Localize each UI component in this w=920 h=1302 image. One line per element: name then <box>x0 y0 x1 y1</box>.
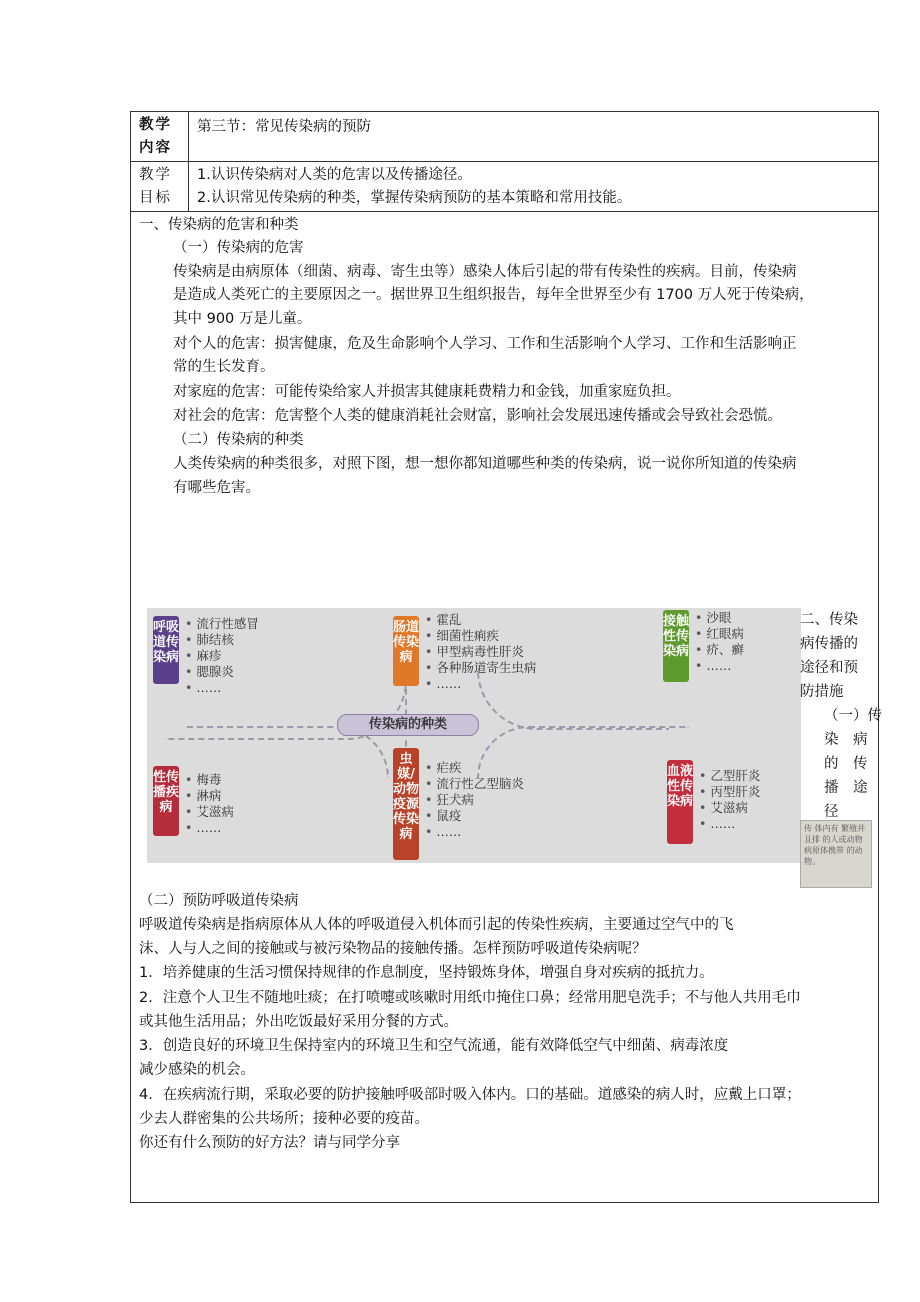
item-3a: 3．创造良好的环境卫生保持室内的环境卫生和空气流通，能有效降低空气中细菌、病毒浓度 <box>139 1038 729 1054</box>
list-item: • 疥、癣 <box>695 642 744 658</box>
list-item: • 鼠疫 <box>425 808 524 824</box>
section1-sub1: （一）传染病的危害 <box>173 240 304 256</box>
sidebar-line: 二、传染 <box>800 612 858 628</box>
list-item: • 红眼病 <box>695 626 744 642</box>
group-intestinal-label: 肠道传染病 <box>393 616 419 686</box>
sidebar-line: 播 途 <box>824 780 868 796</box>
sidebar-line: 的 传 <box>824 756 868 772</box>
group-sexual-list <box>185 772 234 836</box>
list-item: • 艾滋病 <box>699 800 760 816</box>
group-vector-label: 虫媒/动物疫源传染病 <box>393 748 419 860</box>
para-definition-1: 传染病是由病原体（细菌、病毒、寄生虫等）感染人体后引起的带有传染性的疾病。目前，传染病 <box>173 264 797 280</box>
para-personal-1: 对个人的危害：损害健康，危及生命影响个人学习、工作和生活影响个人学习、工作和生活影响正 <box>173 336 797 352</box>
list-item: • 梅毒 <box>185 772 234 788</box>
list-item: • 流行性乙型脑炎 <box>425 776 524 792</box>
list-item: • 流行性感冒 <box>185 616 259 632</box>
item-4a: 4．在疾病流行期，采取必要的防护接触呼吸部时吸入体内。口的基础。道感染的病人时，应戴上口罩； <box>139 1087 801 1103</box>
goal-item: 1.认识传染病对人类的危害以及传播途径。 <box>197 167 472 183</box>
list-item: • …… <box>185 680 259 696</box>
goal-item: 2.认识常见传染病的种类，掌握传染病预防的基本策略和常用技能。 <box>197 190 632 206</box>
sidebar-text <box>800 608 882 824</box>
list-item: • 麻疹 <box>185 648 259 664</box>
content-label: 教学内容 <box>131 112 189 161</box>
group-respiratory-label: 呼吸道传染病 <box>153 616 179 684</box>
list-item: • …… <box>695 658 744 674</box>
closing-question: 你还有什么预防的好方法？请与同学分享 <box>139 1135 400 1151</box>
content-value: 第三节：常见传染病的预防 <box>197 119 371 135</box>
group-intestinal-list <box>425 612 536 692</box>
para-definition-3: 其中 900 万是儿童。 <box>173 311 312 327</box>
sidebar-line: 途径和预 <box>800 660 858 676</box>
group-contact-list <box>695 610 744 674</box>
item-2a: 2．注意个人卫生不随地吐痰；在打喷嚏或咳嗽时用纸巾掩住口鼻；经常用肥皂洗手；不与他人共用毛巾 <box>139 990 801 1006</box>
sidebar-line: 病传播的 <box>800 636 858 652</box>
list-item: • 霍乱 <box>425 612 536 628</box>
list-item: • 沙眼 <box>695 610 744 626</box>
para-definition-2: 是造成人类死亡的主要原因之一。据世界卫生组织报告，每年全世界至少有 1700 万人死于传染病， <box>173 287 814 303</box>
section1-title: 一、传染病的危害和种类 <box>139 217 299 233</box>
content-row <box>131 112 878 162</box>
list-item: • 腮腺炎 <box>185 664 259 680</box>
para-respiratory-1: 呼吸道传染病是指病原体从人体的呼吸道侵入机体而引起的传染性疾病，主要通过空气中的飞 <box>139 917 734 933</box>
thumbnail-image: 传 体内有 繁殖并且排 的人或动物 病原体携带 的动物。 <box>800 820 872 888</box>
list-item: • 各种肠道寄生虫病 <box>425 660 536 676</box>
goal-label: 教学目标 <box>131 162 189 211</box>
list-item: • …… <box>185 820 234 836</box>
list-item: • 淋病 <box>185 788 234 804</box>
item-1: 1．培养健康的生活习惯保持规律的作息制度，坚持锻炼身体，增强自身对疾病的抵抗力。 <box>139 965 714 981</box>
group-vector-list <box>425 760 524 840</box>
list-item: • 肺结核 <box>185 632 259 648</box>
list-item: • 乙型肝炎 <box>699 768 760 784</box>
list-item: • 疟疾 <box>425 760 524 776</box>
para-types-2: 有哪些危害。 <box>173 480 260 496</box>
lesson-table <box>130 111 882 1203</box>
para-society: 对社会的危害：危害整个人类的健康消耗社会财富，影响社会发展迅速传播或会导致社会恐慌。 <box>173 408 782 424</box>
group-respiratory-list <box>185 616 259 696</box>
list-item: • …… <box>425 824 524 840</box>
item-4b: 少去人群密集的公共场所；接种必要的疫苗。 <box>139 1111 429 1127</box>
item-3b: 减少感染的机会。 <box>139 1062 255 1078</box>
list-item: • 狂犬病 <box>425 792 524 808</box>
lesson-body <box>131 212 882 1202</box>
group-contact-label: 接触性传染病 <box>663 610 689 682</box>
list-item: • 甲型病毒性肝炎 <box>425 644 536 660</box>
goal-row <box>131 162 878 212</box>
para-family: 对家庭的危害：可能传染给家人并损害其健康耗费精力和金钱，加重家庭负担。 <box>173 384 681 400</box>
sidebar-line: 防措施 <box>800 684 844 700</box>
group-blood-label: 血液性传染病 <box>667 760 693 844</box>
sidebar-line: 径 <box>824 804 839 820</box>
group-sexual-label: 性传播疾病 <box>153 766 179 836</box>
disease-types-diagram <box>147 608 801 863</box>
para-personal-2: 常的生长发育。 <box>173 359 275 375</box>
item-2b: 或其他生活用品；外出吃饭最好采用分餐的方式。 <box>139 1014 458 1030</box>
list-item: • …… <box>425 676 536 692</box>
diagram-center-label: 传染病的种类 <box>337 714 479 736</box>
section1-sub2: （二）传染病的种类 <box>173 432 304 448</box>
goal-list <box>189 162 878 211</box>
list-item: • 细菌性痢疾 <box>425 628 536 644</box>
list-item: • 艾滋病 <box>185 804 234 820</box>
list-item: • …… <box>699 816 760 832</box>
sidebar-line: （一）传 <box>824 708 882 724</box>
sidebar-line: 染 病 <box>824 732 868 748</box>
para-types-1: 人类传染病的种类很多，对照下图，想一想你都知道哪些种类的传染病，说一说你所知道的传染病 <box>173 456 797 472</box>
section2-sub: （二）预防呼吸道传染病 <box>139 893 299 909</box>
group-blood-list <box>699 768 760 832</box>
para-respiratory-2: 沫、人与人之间的接触或与被污染物品的接触传播。怎样预防呼吸道传染病呢？ <box>139 941 647 957</box>
list-item: • 丙型肝炎 <box>699 784 760 800</box>
